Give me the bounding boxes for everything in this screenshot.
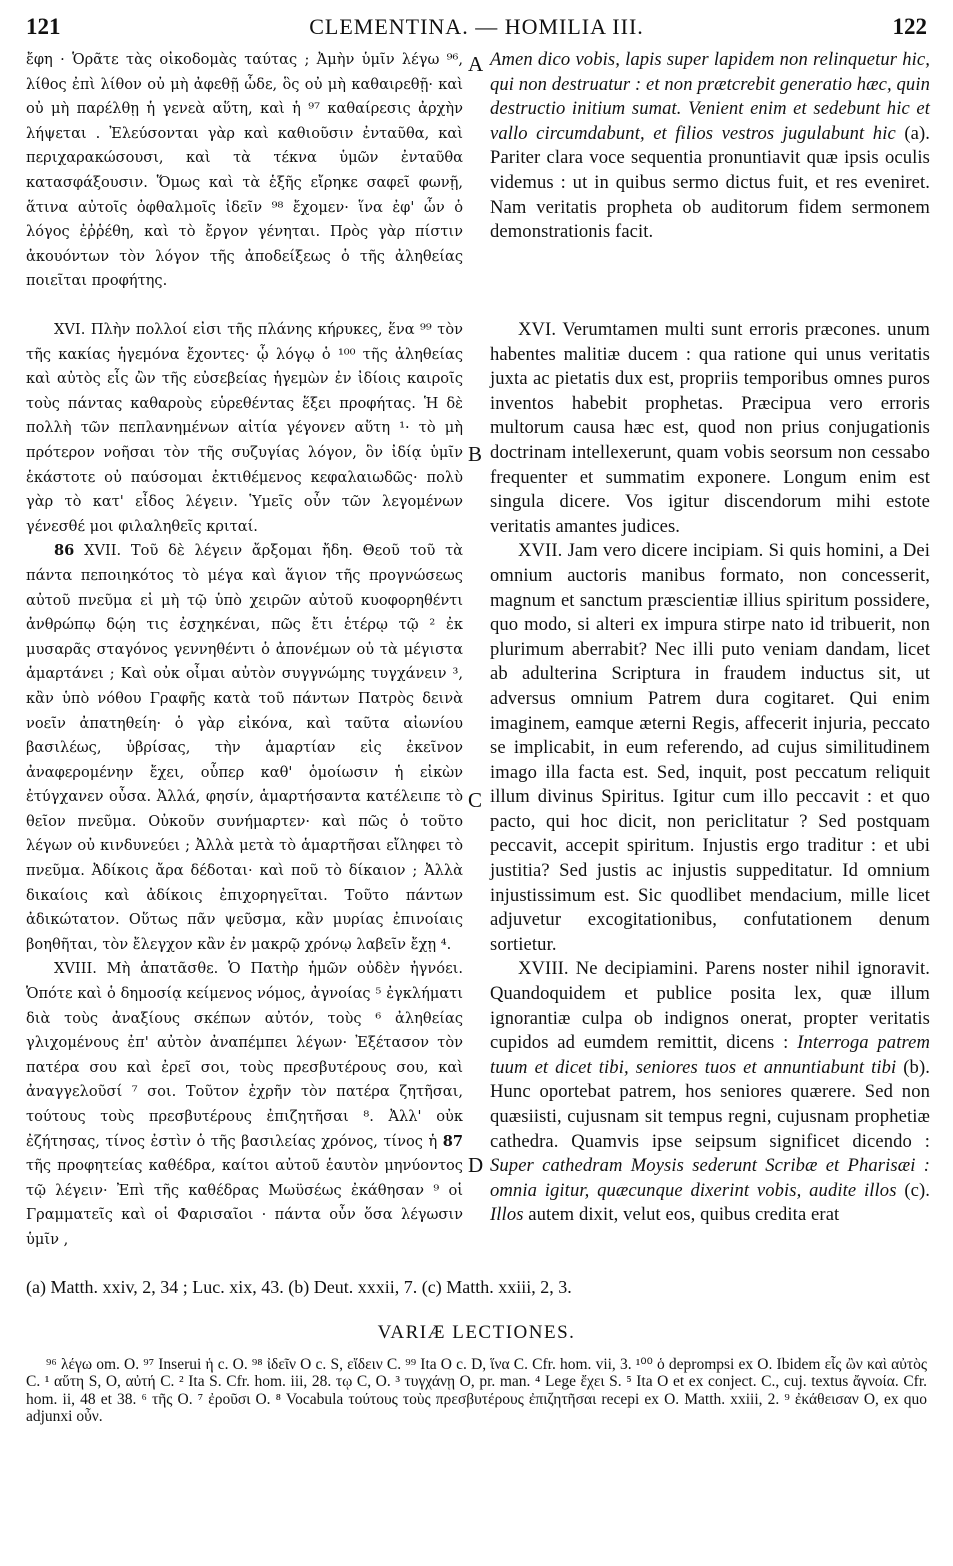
- greek-column-top: [26, 48, 463, 294]
- latin-paragraph-xvii: XVII. Jam vero dicere incipiam. Si quis homini, a Dei omnium auctoris manibus formato, non concesserit, magnum et sanctum præscientiæ illius spiritum possidere, quo modo, si alteri ex impura stirpe nato id tribuerit, non plurimum aberrabit? Nec illi puto veniam dandam, licet ab adulterina Scriptura in fraudem inductus sit, ut adversus omnium Patrem dura cogitaret. Qui enim imaginem, eamque æterni Regis, affecerit injuria, peccato se implicabit, in eum referendo, ad cujus similitudinem imago illa facta est. Sed, inquit, post peccatum reliquit illum divinus Spiritus. Igitur cum illo peccavit : et quo pacto, qui hoc dicit, non periclitatur ? Sed postquam peccavit, accepit spiritum. Injustis ergo traditur : et ubi justitia? Sed justis ac injustis suppeditatur. Id omnium injustissimum est. Sic quodlibet mendacium, mille licet adjuvetur excogitationibus, confutationem denum sortietur.: [490, 540, 930, 955]
- latin-quote-deut: Interroga patrem tuum et dicet tibi, seniores tuos et annuntiabunt tibi: [490, 1032, 930, 1078]
- greek-paragraph-xvii: [26, 539, 463, 957]
- variae-lectiones-text: ⁹⁶ λέγω om. O. ⁹⁷ Inserui ἡ c. O. ⁹⁸ ἰδεῖν O c. S, εἴδειν C. ⁹⁹ Ita O c. D, ἵνα C. Cfr. hom. vii, 3. ¹⁰⁰ ὁ deprompsi ex O. Ibidem εἷς ὢν καὶ αὐτὸς C. ¹ αὕτη S, O, αὐτή C. ² Ita S. Cfr. hom. iii, 28. τῳ C, O. ³ τυγχάνῃ O, pr. man. ⁴ Lege ἔχει S. ⁵ Ita O et ex conject. C., cuj. textus ἄγνοία. Cfr. hom. ii, 48 et 38. ⁶ τῆς O. ⁷ ἐροῦσι O. ⁸ Vocabula τούτους τοὺς πρεσβυτέρους ἐπιζητῆσαι recepi ex O. Matth. xxiii, 2. ⁹ ἐκάθεισαν O, ex quo adjunxi οὖν.: [26, 1356, 927, 1426]
- greek-column-main: [26, 318, 463, 1253]
- latin-text-xviii-b: (b). Hunc oportebat patrem, hos seniores quærere. Sed non quæsiisti, cujusnam sit tempus regni, cujusnam prophetiæ cathedra. Quamvis ipse seipsum significet dicendo :: [490, 1056, 930, 1152]
- latin-column-main: [490, 318, 930, 1228]
- greek-text-xvii: XVII. Τοῦ δὲ λέγειν ἄρξομαι ἤδη. Θεοῦ τοῦ τὰ πάντα πεποιηκότος τὸ μέγα καὶ ἅγιον τῆς προγνώσεως αὐτοῦ πνεῦμα εἰ μὴ τῷ ὑπὸ χειρῶν αὐτοῦ κυοφορηθέντι ἀνθρώπῳ δῴη τις ἐσχηκέναι, πῶς ἔτι ἑτέρῳ τῷ ² ἐκ μυσαρᾶς σταγόνος γεννηθέντι ὁ ἀπονέμων οὐ τὰ μέγιστα ἁμαρτάνει ; Καὶ οὐκ οἶμαι αὐτὸν συγγνώμης τυγχάνειν ³, κἂν ὑπὸ νόθου Γραφῆς κατὰ τοῦ πάντων Πατρὸς δεινὰ νοεῖν ἀπατηθείη· ὁ γὰρ εἰκόνα, καὶ ταῦτα αἰωνίου βασιλέως, ὑβρίσας, τὴν ἁμαρτίαν εἰς ἐκεῖνον ἀναφερομένην ἔχει, οὗπερ καθ' ὁμοίωσιν ἡ εἰκὼν ἐτύγχανεν οὖσα. Ἀλλά, φησίν, ἁμαρτήσαντα κατέλειπε τὸ θεῖον πνεῦμα. Οὐκοῦν συνήμαρτεν· καὶ πῶς ὁ τοῦτο λέγων οὐ κινδυνεύει ; Ἀλλὰ μετὰ τὸ ἁμαρτῆσαι εἴληφει τὸ πνεῦμα. Ἀδίκοις ἄρα δέδοται· καὶ ποῦ τὸ δίκαιον ; Ἀλλὰ δικαίοις καὶ ἀδίκοις ἐπιχορηγεῖται. Τοῦτο πάντων ἀδικώτατον. Οὕτως πᾶν ψεῦσμα, κἂν μυρίας ἐπινοίαις βοηθῆται, τὸν ἔλεγχον κἂν ἐν μακρῷ χρόνῳ λαβεῖν ἔχῃ ⁴.: [26, 542, 464, 953]
- greek-paragraph-1: ἔφη · Ὁρᾶτε τὰς οἰκοδομὰς ταύτας ; Ἀμὴν ὑμῖν λέγω ⁹⁶, λίθος ἐπὶ λίθον οὐ μὴ ἀφεθῇ ὧδε, ὃς οὐ μὴ καθαιρεθῇ· καὶ οὐ μὴ παρέλθῃ ἡ γενεὰ αὕτη, καὶ ἡ ⁹⁷ καθαίρεσις ἀρχὴν λήψεται . Ἐλεύσονται γὰρ καὶ καθιοῦσιν ἐνταῦθα, καὶ περιχαρακώσουσι, καὶ τὰ τέκνα ὑμῶν ἐνταῦθα κατασφάξουσιν. Ὅμως καὶ τὰ ἑξῆς εἴρηκε σαφεῖ φωνῇ, ἅτινα αὐτοῖς ὀφθαλμοῖς ἰδεῖν ⁹⁸ ἔχομεν· ἵνα ἐφ' ὧν ὁ λόγος ἐῤῥέθη, καὶ τὸ ἔργον γένηται. Πρὸς γὰρ πίστιν ἀκουόντων τὸν λόγον τῆς ἀποδείξεως ὁ τῆς ἀληθείας ποιεῖται προφήτης.: [26, 51, 463, 290]
- margin-letter-a: A: [468, 52, 484, 76]
- latin-word-illos: Illos: [490, 1204, 524, 1226]
- page-number-left: 121: [26, 14, 61, 39]
- footnotes: (a) Matth. xxiv, 2, 34 ; Luc. xix, 43. (b) Deut. xxxii, 7. (c) Matth. xxiii, 2, 3.: [26, 1277, 572, 1297]
- latin-quote-matth: Super cathedram Moysis sederunt Scribæ et Pharisæi : omnia igitur, quæcunque dixerint vobis, audite illos: [490, 1155, 930, 1201]
- greek-text-xviii-a: XVIII. Μὴ ἀπατᾶσθε. Ὁ Πατὴρ ἡμῶν οὐδὲν ἠγνόει. Ὁπότε καὶ ὁ δημοσίᾳ κείμενος νόμος, ἀγνοίας ⁵ ἐγκλήματι διὰ τοὺς ἀναξίους σκέπων αὐτόν, τοὺς ⁶ ἀληθείας γλιχομένους ἐπ' αὐτὸν ἀναπέμπει λέγων· Ἐξέτασον τὸν πατέρα σου καὶ ἐρεῖ σοι, τοὺς πρεσβυτέρους σου, καὶ ἀναγγελοῦσί ⁷ σοι. Τοῦτον ἐχρῆν τὸν πατέρα ζητῆσαι, τούτους τοὺς πρεσβυτέρους ἐπιζητῆσαι ⁸. Ἀλλ' οὐκ ἐζήτησας, τίνος ἐστὶν ὁ τῆς βασιλείας χρόνος, τίνος ἡ: [26, 960, 463, 1150]
- greek-text-xviii-b: τῆς προφητείας καθέδρα, καίτοι αὐτοῦ ἑαυτὸν μηνύοντος τῷ λέγειν· Ἐπὶ τῆς καθέδρας Μωϋσέως ἐκάθησαν ⁹ οἱ Γραμματεῖς καὶ οἱ Φαρισαῖοι · πάντα οὖν ὅσα λέγωσιν ὑμῖν ,: [26, 1157, 463, 1248]
- margin-letter-b: B: [468, 442, 483, 466]
- latin-text-xviii-c: (c).: [896, 1179, 931, 1201]
- variae-lectiones: [26, 1356, 927, 1426]
- page-number-right: 122: [892, 14, 927, 39]
- greek-section-number-87: 87: [442, 1132, 463, 1150]
- latin-text-xviii-a: XVIII. Ne decipiamini. Parens noster nihil ignoravit. Quandoquidem et publice posita lex, quæ illum ignorantiæ culpa ob indignos onerat, propter veritatis cupidos ad eumdem remittit, dicens :: [490, 958, 930, 1054]
- greek-paragraph-xviii: [26, 957, 463, 1252]
- margin-letter-c: C: [468, 788, 483, 812]
- margin-letter-d: D: [468, 1153, 484, 1177]
- latin-text-1: (a). Pariter clara voce sequentia pronuntiavit quæ ipsis oculis videmus : ut in quibus sermo dictus fuit, et res eveniret. Nam veritatis propheta ob auditorum fidem sermonem demonstrationis facit.: [490, 122, 930, 243]
- greek-section-number-86: 86: [54, 542, 75, 560]
- latin-paragraph-xviii: [490, 957, 930, 1228]
- latin-text-xviii-d: autem dixit, velut eos, quibus credita erat: [523, 1204, 840, 1226]
- running-head: [26, 14, 927, 44]
- greek-paragraph-xvi: XVI. Πλὴν πολλοί εἰσι τῆς πλάνης κήρυκες, ἕνα ⁹⁹ τὸν τῆς κακίας ἡγεμόνα ἔχοντες· ᾧ λόγῳ ὁ ¹⁰⁰ τῆς ἀληθείας καὶ αὐτὸς εἷς ὢν τῆς εὐσεβείας ἡγεμὼν ἐν ἰδίοις καιροῖς τοὺς πάντας καθαροὺς εὑρεθέντας ἕξει προφήτας. Ἡ δὲ πολλὴ τῶν πεπλανημένων αἰτία γέγονεν αὕτη ¹· τὸ μὴ πρότερον νοῆσαι τὸν τῆς συζυγίας λόγον, ὃν ἰδίᾳ ὑμῖν ἑκάστοτε οὐ παύσομαι ἐκτιθέμενος κεφαλαιωδῶς· πολὺ γὰρ τὸ κατ' εἶδος λέγειν. Ὑμεῖς οὖν τῶν λεγομένων γένεσθέ μοι φιλαληθεῖς κριταί.: [26, 321, 463, 535]
- latin-quote-1: Amen dico vobis, lapis super lapidem non relinquetur hic, qui non destruatur : et non prætcrebit generatio hæc, quin destructio initium sumat. Venient enim et sedebunt hic et vallo circumdabunt, et filios vestros jugulabunt hic: [490, 49, 930, 144]
- latin-paragraph-xvi: XVI. Verumtamen multi sunt erroris præcones. unum habentes malitiæ ducem : qua ratione qui unus veritatis juxta ac pietatis dux est, propriis temporibus omnes puros inventos habebit prophetas. Præcipua vero erroris multorum causa hæc est, quod non prius conjugationis doctrinam intellexerunt, quam vobis seorsum non cessabo frequenter et summatim exponere. Longum enim est singula dicere. Vos igitur discendorum mihi estote veritatis amantes judices.: [490, 319, 930, 537]
- latin-column-top: [490, 48, 930, 245]
- latin-paragraph-1: [490, 48, 930, 245]
- variae-lectiones-title: VARIÆ LECTIONES.: [377, 1322, 576, 1343]
- running-title: CLEMENTINA. — HOMILIA III.: [309, 14, 644, 39]
